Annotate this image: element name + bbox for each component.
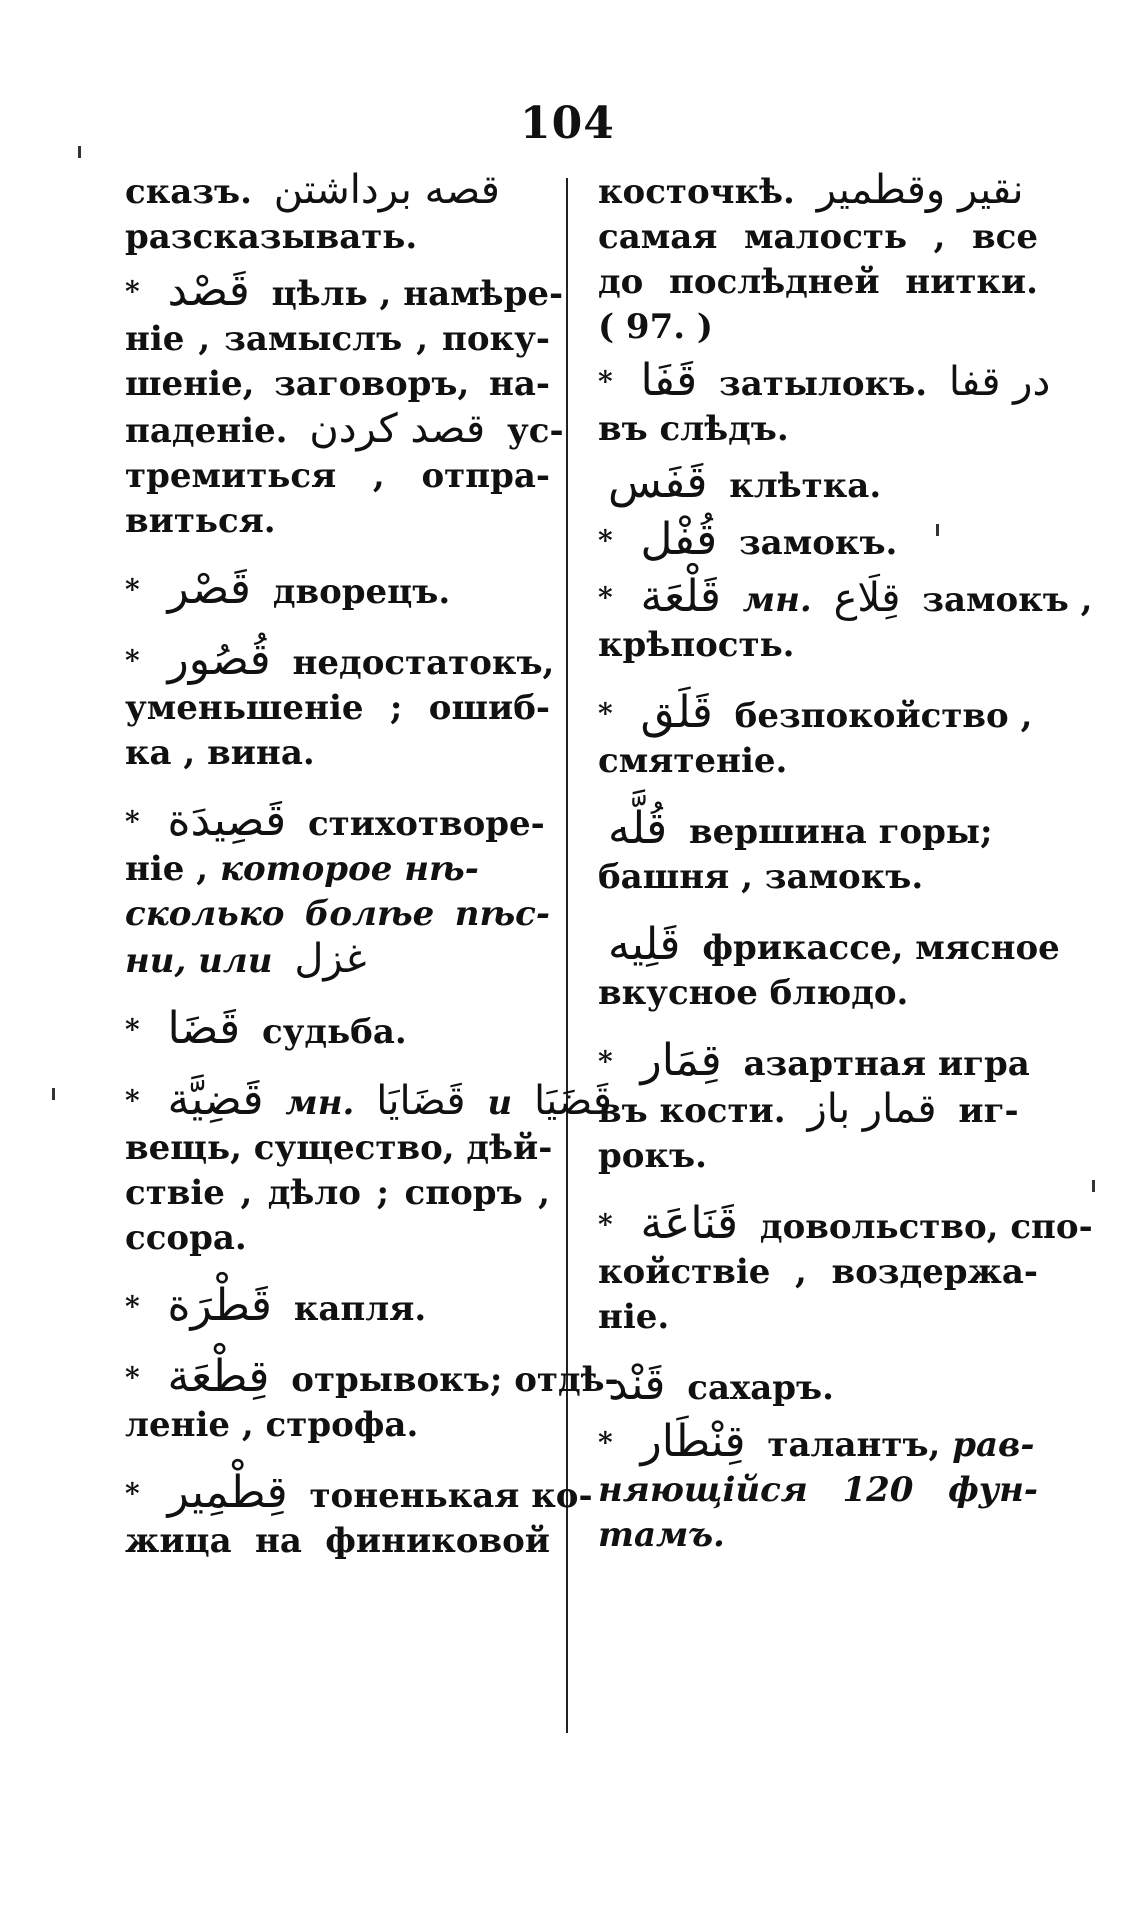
- entry-text: уменьшеніе ; ошиб-: [125, 688, 550, 728]
- entry-text: ніе , замыслъ , поку-: [125, 319, 550, 359]
- asterisk-mark: *: [125, 1477, 140, 1510]
- page-number: 104: [520, 98, 615, 149]
- dictionary-entry: [598, 514, 1038, 566]
- entry-text: разсказывать.: [125, 217, 418, 257]
- arabic-headword: قَصْد: [167, 265, 250, 316]
- arabic-plural: قِلَاع: [833, 575, 901, 621]
- entry-text: ус-: [507, 411, 564, 451]
- dictionary-entry: [598, 1035, 1038, 1179]
- entry-text: ствіе , дѣло ; споръ ,: [125, 1173, 550, 1213]
- italic-note: тамъ.: [598, 1515, 725, 1555]
- dictionary-entry: [125, 795, 550, 984]
- arabic-headword: قِطْمِير: [167, 1467, 288, 1518]
- dictionary-entry: [598, 687, 1038, 784]
- italic-note: рав-: [952, 1425, 1035, 1465]
- entry-text: въ слѣдъ.: [598, 409, 789, 449]
- dictionary-entry: [125, 1280, 550, 1332]
- asterisk-mark: *: [125, 573, 140, 606]
- entry-text: въ кости.: [598, 1091, 786, 1131]
- arabic-phrase: غزل: [294, 936, 367, 982]
- arabic-phrase: قصه برداشتن: [273, 167, 500, 213]
- dictionary-entry: [598, 457, 1038, 509]
- entry-text: смятеніе.: [598, 741, 788, 781]
- arabic-headword: قَلْعَة: [640, 571, 721, 622]
- asterisk-mark: *: [598, 697, 613, 730]
- entry-text: замокъ ,: [922, 580, 1093, 620]
- arabic-phrase: قصد كردن: [309, 406, 486, 452]
- entry-text: койствіе , воздержа-: [598, 1252, 1038, 1292]
- entry-text: виться.: [125, 501, 276, 541]
- entry-text: замокъ.: [738, 523, 898, 563]
- arabic-headword: قَصْر: [167, 563, 251, 614]
- entry-text: фрикассе, мясное: [702, 928, 1060, 968]
- asterisk-mark: *: [598, 365, 613, 398]
- right-column: [598, 167, 1093, 1580]
- arabic-plural: قَضَيَا: [533, 1078, 613, 1124]
- entry-text: вещь, существо, дѣй-: [125, 1128, 553, 1168]
- arabic-headword: قَلِيه: [608, 919, 681, 970]
- dictionary-entry: [125, 634, 555, 776]
- conjunction: и: [487, 1083, 513, 1123]
- arabic-headword: قِطْعَة: [167, 1351, 270, 1402]
- dictionary-entry: [125, 1351, 619, 1448]
- entry-text: крѣпость.: [598, 625, 795, 665]
- italic-note: ни, или: [125, 941, 273, 981]
- dictionary-entry: [125, 168, 550, 260]
- asterisk-mark: *: [125, 1084, 140, 1117]
- entry-text: цѣль , намѣре-: [271, 274, 564, 314]
- entry-text: безпокойство ,: [734, 696, 1033, 736]
- italic-note: которое нѣ-: [219, 849, 479, 889]
- dictionary-entry: [598, 355, 1051, 452]
- entry-text: капля.: [293, 1289, 427, 1329]
- speck-mark: [1092, 1180, 1095, 1192]
- speck-mark: [78, 146, 81, 158]
- entry-text: самая малость , все: [598, 217, 1038, 257]
- entry-text: ссора.: [125, 1218, 247, 1258]
- asterisk-mark: *: [125, 1290, 140, 1323]
- arabic-headword: قُصُور: [167, 634, 271, 685]
- plural-abbrev: мн.: [285, 1083, 355, 1123]
- arabic-phrase: نقير وقطمير: [816, 167, 1024, 213]
- arabic-plural: قَضَايَا: [376, 1078, 466, 1124]
- plural-abbrev: мн.: [742, 580, 812, 620]
- entry-text: шеніе, заговоръ, на-: [125, 364, 550, 404]
- asterisk-mark: *: [598, 1045, 613, 1078]
- entry-text: тоненькая ко-: [309, 1476, 593, 1516]
- entry-text: недостатокъ,: [292, 643, 555, 683]
- entry-text: сахаръ.: [687, 1368, 834, 1408]
- entry-text: ніе ,: [125, 849, 209, 889]
- dictionary-entry: [125, 265, 564, 544]
- dictionary-entry: [598, 1359, 1038, 1411]
- arabic-phrase: قمار باز: [807, 1086, 937, 1132]
- italic-note: сколько болѣе пѣс-: [125, 894, 550, 934]
- arabic-headword: قِمَار: [640, 1035, 722, 1086]
- entry-text: вкусное блюдо.: [598, 973, 909, 1013]
- asterisk-mark: *: [598, 1208, 613, 1241]
- arabic-headword: قَلَق: [640, 687, 713, 738]
- asterisk-mark: *: [598, 581, 613, 614]
- entry-text: стихотворе-: [307, 804, 545, 844]
- entry-text: дворецъ.: [272, 572, 451, 612]
- asterisk-mark: *: [125, 1013, 140, 1046]
- arabic-phrase: در قفا: [948, 359, 1051, 405]
- entry-text: судьба.: [261, 1012, 407, 1052]
- entry-text: леніе , строфа.: [125, 1405, 419, 1445]
- dictionary-entry: [598, 571, 1093, 668]
- dictionary-entry: [125, 1467, 593, 1564]
- dictionary-entry: [598, 1198, 1093, 1340]
- arabic-headword: قَنَاعَة: [640, 1198, 739, 1249]
- dictionary-entry: [125, 1074, 613, 1261]
- dictionary-entry: [598, 919, 1060, 1016]
- speck-mark: [52, 1088, 55, 1100]
- entry-text: ніе.: [598, 1297, 670, 1337]
- entry-text: тремиться , отпра-: [125, 456, 550, 496]
- entry-text: сказъ.: [125, 172, 252, 212]
- arabic-headword: قَضِيَّة: [167, 1074, 264, 1125]
- arabic-headword: قُفْل: [640, 514, 718, 565]
- asterisk-mark: *: [598, 524, 613, 557]
- entry-text: иг-: [958, 1091, 1019, 1131]
- italic-note: няющійся 120 фун-: [598, 1470, 1038, 1510]
- arabic-headword: قَضَا: [167, 1003, 241, 1054]
- entry-text: жица на финиковой: [125, 1521, 550, 1561]
- arabic-headword: قَنْد: [608, 1359, 666, 1410]
- entry-text: паденіе.: [125, 411, 288, 451]
- asterisk-mark: *: [125, 275, 140, 308]
- entry-text: затылокъ.: [719, 364, 928, 404]
- entry-text: отрывокъ; отдѣ-: [291, 1360, 619, 1400]
- asterisk-mark: *: [598, 1426, 613, 1459]
- asterisk-mark: *: [125, 644, 140, 677]
- arabic-headword: قَفَا: [640, 355, 698, 406]
- arabic-headword: قَصِيدَة: [167, 795, 287, 846]
- entry-text: азартная игра: [743, 1044, 1030, 1084]
- asterisk-mark: *: [125, 1361, 140, 1394]
- asterisk-mark: *: [125, 805, 140, 838]
- entry-text: до послѣдней нитки.: [598, 262, 1038, 302]
- entry-text: довольство, спо-: [759, 1207, 1093, 1247]
- entry-text: башня , замокъ.: [598, 857, 924, 897]
- arabic-headword: قَطْرَة: [167, 1280, 272, 1331]
- entry-text: косточкѣ.: [598, 172, 795, 212]
- entry-text: клѣтка.: [729, 466, 882, 506]
- entry-text: рокъ.: [598, 1136, 707, 1176]
- entry-text: вершина горы;: [689, 812, 993, 852]
- dictionary-entry: [598, 168, 1038, 350]
- arabic-headword: قِنْطَار: [640, 1416, 746, 1467]
- entry-text: ка , вина.: [125, 733, 315, 773]
- arabic-headword: قُلَّه: [608, 803, 668, 854]
- dictionary-entry: [598, 803, 1038, 900]
- dictionary-entry: [598, 1416, 1038, 1558]
- dictionary-entry: [125, 563, 550, 615]
- arabic-headword: قَفَس: [608, 457, 708, 508]
- left-column: [125, 167, 619, 1586]
- section-reference: ( 97. ): [598, 307, 713, 347]
- entry-text: талантъ,: [767, 1425, 941, 1465]
- dictionary-entry: [125, 1003, 550, 1055]
